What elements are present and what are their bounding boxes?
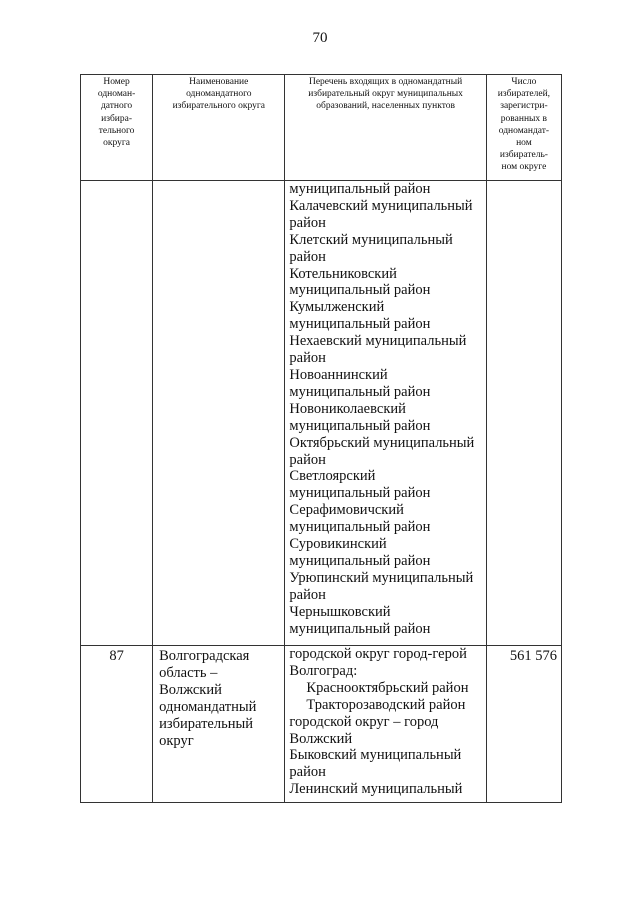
list-item: район — [289, 764, 326, 781]
list-item: Светлоярский — [289, 468, 376, 485]
table-row-continuation — [81, 181, 562, 646]
page-number: 70 — [312, 30, 328, 46]
list-item: Нехаевский муниципальный — [289, 333, 467, 350]
list-item: район — [289, 350, 326, 367]
list-item: муниципальный район — [289, 519, 431, 536]
list-item: район — [289, 214, 326, 231]
list-item: Калачевский муниципальный — [289, 197, 473, 214]
header-text: зарегистри- — [500, 101, 548, 112]
header-text: Число — [511, 77, 537, 87]
table-header-row — [81, 75, 562, 181]
list-item: Быковский муниципальный — [289, 747, 462, 764]
list-item: муниципальный район — [289, 485, 431, 502]
list-item: муниципальный район — [289, 282, 431, 299]
header-text: датного — [100, 101, 133, 112]
header-text: образований, населенных пунктов — [316, 101, 455, 112]
list-item: Серафимовичский — [289, 502, 404, 519]
name-line: Волгоградская — [159, 648, 250, 664]
list-item: Тракторозаводский район — [306, 696, 466, 713]
list-item: городской округ – город — [289, 713, 439, 730]
list-item: муниципальный район — [289, 316, 431, 333]
header-text: избирательный округ муниципальных — [308, 89, 463, 100]
list-item: Новоаннинский — [289, 366, 388, 383]
district-number-cell — [81, 181, 153, 646]
header-text: ном — [516, 138, 532, 149]
list-item: Октябрьский муниципальный — [289, 434, 475, 451]
name-line: Волжский — [159, 681, 222, 698]
list-item: Волжский — [289, 730, 353, 747]
table-row-district-87 — [81, 646, 562, 803]
header-district-name — [153, 75, 285, 181]
header-text: одномандатного — [186, 89, 252, 100]
header-text: рованных в — [500, 113, 548, 124]
voters-count-cell — [486, 181, 561, 646]
name-line: одномандатный — [159, 698, 257, 715]
list-item: Чернышковский — [289, 603, 391, 620]
district-number-cell: 87 — [81, 646, 153, 803]
list-item: Краснооктябрьский район — [306, 679, 469, 696]
header-district-number — [81, 75, 153, 181]
list-item: Урюпинский муниципальный — [289, 569, 474, 586]
header-text: Перечень входящих в одномандатный — [308, 77, 463, 87]
municipalities-cell — [285, 646, 486, 803]
list-item: городской округ город-герой — [289, 646, 467, 662]
header-text: избира- — [101, 113, 133, 124]
list-item: район — [289, 248, 326, 265]
header-text: ном округе — [501, 162, 547, 173]
municipalities-cell — [285, 181, 486, 646]
list-item: муниципальный район — [289, 383, 431, 400]
list-item: Ленинский муниципальный — [289, 781, 463, 798]
header-voters-count — [486, 75, 561, 181]
list-item: Котельниковский — [289, 265, 397, 282]
districts-table — [80, 74, 562, 803]
list-item: район — [289, 451, 326, 468]
header-text: тельного — [98, 125, 135, 136]
name-line: избирательный — [159, 715, 253, 732]
list-item: Суровикинский — [289, 536, 387, 553]
header-text: избирателей, — [497, 89, 551, 100]
district-name-cell — [153, 181, 285, 646]
header-text: округа — [103, 138, 130, 149]
header-text: избирательного округа — [172, 101, 265, 112]
list-item: Новониколаевский — [289, 400, 406, 417]
list-item: район — [289, 586, 326, 603]
voters-count-cell: 561 576 — [486, 646, 561, 803]
list-item: Волгоград: — [289, 662, 358, 679]
list-item: Клетский муниципальный — [289, 231, 453, 248]
list-item: муниципальный район — [289, 181, 431, 197]
header-text: одноман- — [97, 89, 136, 100]
name-line: округ — [159, 732, 194, 749]
name-line: область – — [159, 664, 218, 681]
header-text: избиратель- — [499, 150, 548, 161]
header-text: одномандат- — [498, 125, 550, 136]
list-item: муниципальный район — [289, 552, 431, 569]
header-text: Наименование — [189, 77, 249, 87]
list-item: муниципальный район — [289, 417, 431, 434]
header-text: Номер — [103, 77, 130, 87]
district-name-cell — [153, 646, 285, 803]
list-item: муниципальный район — [289, 620, 431, 637]
header-municipalities-list — [285, 75, 486, 181]
list-item: Кумылженский — [289, 299, 385, 316]
